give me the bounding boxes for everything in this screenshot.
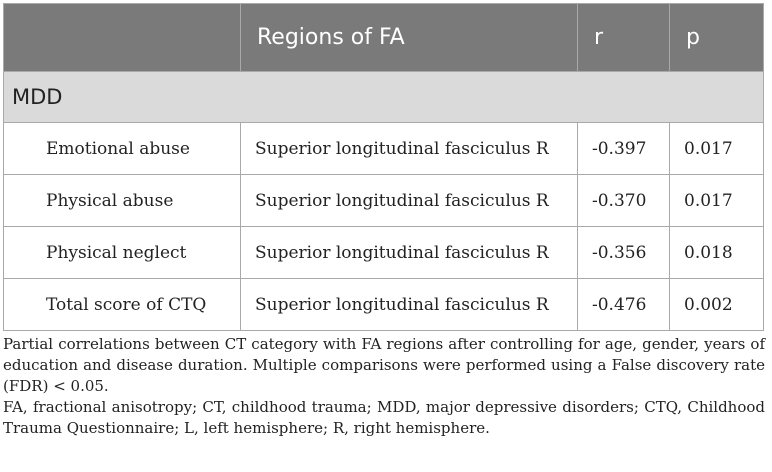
cell-p: 0.017 [670,175,764,227]
cell-region: Superior longitudinal fasciculus R [241,175,578,227]
cell-r: -0.370 [578,175,670,227]
cell-region: Superior longitudinal fasciculus R [241,279,578,331]
cell-category: Physical neglect [4,227,241,279]
table-notes [3,334,765,439]
table-row [4,175,764,227]
cell-region: Superior longitudinal fasciculus R [241,227,578,279]
cell-category: Physical abuse [4,175,241,227]
cell-r: -0.476 [578,279,670,331]
header-p: p [670,4,764,72]
cell-p: 0.018 [670,227,764,279]
table-row [4,123,764,175]
header-regions: Regions of FA [241,4,578,72]
table-caption: Partial correlations between CT category with FA regions after controlling for age, gender, years of education and disease duration. Multiple comparisons were performed using a False discovery rate (FDR) < 0.05. [3,335,765,395]
cell-region: Superior longitudinal fasciculus R [241,123,578,175]
results-table-container [3,3,763,331]
header-row [4,4,764,72]
abbreviations-note: FA, fractional anisotropy; CT, childhood trauma; MDD, major depressive disorders; CTQ, Childhood Trauma Questionnaire; L, left hemisphere; R, right hemisphere. [3,398,765,437]
table-row [4,279,764,331]
cell-r: -0.356 [578,227,670,279]
cell-p: 0.002 [670,279,764,331]
table-row [4,227,764,279]
header-category [4,4,241,72]
cell-category: Total score of CTQ [4,279,241,331]
group-row-mdd [4,72,764,123]
results-table [3,3,764,331]
group-label: MDD [4,72,764,123]
cell-r: -0.397 [578,123,670,175]
header-r: r [578,4,670,72]
cell-category: Emotional abuse [4,123,241,175]
cell-p: 0.017 [670,123,764,175]
